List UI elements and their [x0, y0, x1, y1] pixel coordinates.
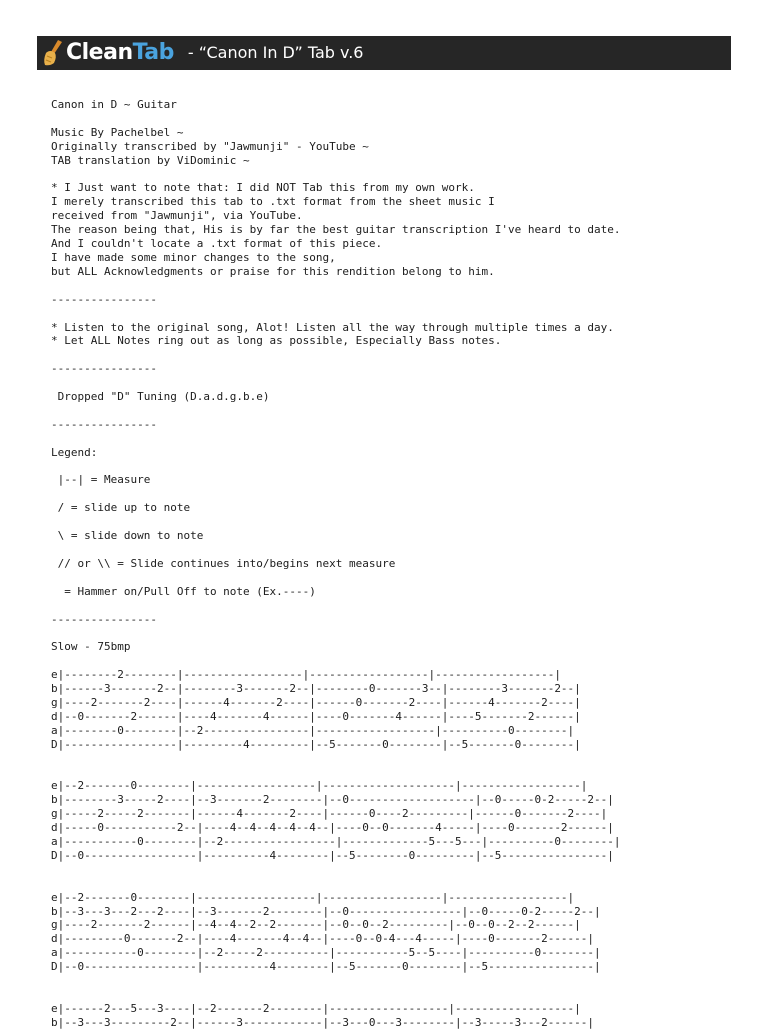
logo-text-clean: Clean	[66, 40, 133, 65]
tab-content: Canon in D ~ Guitar Music By Pachelbel ~ Originally transcribed by "Jawmunji" - YouTube ~ TAB translation by ViDominic ~ * I Just want to note that: I did NOT Tab this from my own work. I merely transcribed this tab to .txt format from the sheet music I received from "Jawmunji", via YouTube. The reason being that, His is by far the best guitar transcription I've heard to date. And I couldn't locate a .txt format of this piece. I have made some minor changes to the song, but ALL Acknowledgments or praise for this rendition belong to him. ---------------- * Listen to the original song, Alot! Listen all the way through multiple times a day. * Let ALL Notes ring out as long as possible, Especially Bass notes. ---------------- Dropped "D" Tuning (D.a.d.g.b.e) ---------------- Legend: |--| = Measure / = slide up to note \ = slide down to note // or \\ = Slide continues into/begins next measure = Hammer on/Pull Off to note (Ex.----) ---------------- Slow - 75bmp e|--------2--------|------------------|------------------|------------------| b|------3-------2--|--------3-------2--|--------0-------3--|--------3-------2--| g|----2-------2----|------4-------2----|------0-------2----|------4-------2----| d|--0-------2------|----4-------4------|----0-------4------|----5-------2------| a|--------0--------|--2----------------|------------------|----------0--------| D|-----------------|---------4---------|--5-------0--------|--5-------0--------| e|--2-------0--------|------------------|--------------------|------------------| b|--------3-----2----|--3-------2--------|--0-------------------|--0-----0-2-----2--| g|-----2-----2-------|------4-------2----|------0----2---------|------0-------2----| d|-----0-----------2--|----4--4--4--4--4--|----0--0-------4-----|----0-------2------| a|-----------0--------|--2-----------------|-------------5---5---|----------0--------| D|--0-----------------|----------4--------|--5--------0---------|--5----------------| e|--2-------0--------|------------------|------------------|------------------| b|--3---3---2---2----|--3-------2--------|--0-----------------|--0-----0-2-----2--| g|----2-------2------|--4--4--2--2-------|--0--0--2---------|--0--0--2--2------| d|---------0-------2--|----4-------4--4--|----0--0-4---4-----|----0-------2------| a|-----------0--------|--2-----2----------|-----------5--5----|----------0--------| D|--0-----------------|----------4--------|--5-------0--------|--5----------------| e|------2---5---3----|--2-------2--------|------------------|------------------| b|--3---3---------2--|------3------------|--3---0---3--------|--3-----3---2------|	[51, 98, 621, 1029]
broom-icon	[43, 39, 65, 67]
logo-text-tab: Tab	[132, 40, 174, 65]
cleantab-logo[interactable]	[43, 36, 174, 70]
header-bar	[37, 36, 731, 70]
page-title: - “Canon In D” Tab v.6	[187, 43, 364, 62]
